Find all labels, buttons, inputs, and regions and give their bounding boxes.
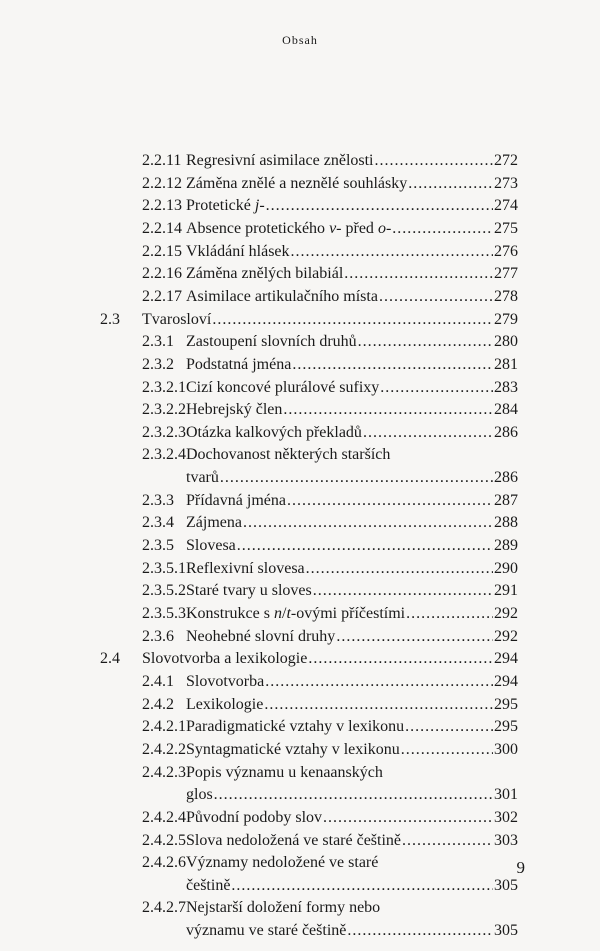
toc-entry-number: 2.4.1 <box>142 672 174 690</box>
toc-entry-title: Lexikologie <box>186 695 264 713</box>
toc-entry[interactable] <box>0 331 600 353</box>
toc-entry-title: Podstatná jména <box>186 355 292 373</box>
toc-entry-title: glos <box>186 786 213 804</box>
toc-entry-page: 280 <box>494 333 518 351</box>
toc-entry[interactable] <box>0 535 600 557</box>
toc-entry[interactable] <box>0 762 600 784</box>
dot-leader <box>344 263 493 285</box>
toc-entry-page: 284 <box>494 401 518 419</box>
toc-entry-page: 300 <box>494 740 518 758</box>
dot-leader <box>306 558 493 580</box>
toc-entry-title: Nejstarší doložení formy nebo <box>186 899 381 917</box>
toc-entry-number: 2.3.2.1 <box>142 378 186 396</box>
toc-entry-number: 2.4 <box>100 650 120 668</box>
dot-leader <box>336 626 493 648</box>
toc-entry-page: 305 <box>494 922 518 940</box>
toc-entry-title: Původní podoby slov <box>186 808 323 826</box>
dot-leader <box>405 716 493 738</box>
toc-entry[interactable] <box>0 377 600 399</box>
toc-entry-page: 295 <box>494 718 518 736</box>
toc-entry-title: Popis významu u kenaanských <box>186 763 383 781</box>
toc-entry-title: Reflexivní slovesa <box>186 559 305 577</box>
toc-entry-title: Syntagmatické vztahy v lexikonu <box>186 740 400 758</box>
toc-entry-number: 2.3.1 <box>142 333 174 351</box>
toc-entry-page: 295 <box>494 695 518 713</box>
dot-leader <box>212 309 493 331</box>
toc-entry-page: 279 <box>494 310 518 328</box>
toc-entry-number: 2.3.5 <box>142 537 174 555</box>
toc-entry-page: 291 <box>494 582 518 600</box>
dot-leader <box>265 671 493 693</box>
toc-entry-number: 2.3.2 <box>142 355 174 373</box>
toc-entry-number: 2.3.6 <box>142 627 174 645</box>
toc-entry-title: Významy nedoložené ve staré <box>186 854 379 872</box>
dot-leader <box>264 694 493 716</box>
toc-entry-page: 301 <box>494 786 518 804</box>
toc-entry-number: 2.3.4 <box>142 514 174 532</box>
toc-entry-page: 292 <box>494 605 518 622</box>
dot-leader <box>380 377 493 399</box>
toc-entry[interactable] <box>0 920 600 942</box>
toc-entry-page: 273 <box>494 174 518 192</box>
toc-entry-number: 2.3.3 <box>142 491 174 509</box>
toc-entry[interactable] <box>0 309 600 331</box>
toc-entry-title: Slova nedoložená ve staré češtině <box>186 831 402 849</box>
dot-leader <box>406 603 493 625</box>
toc-entry-title: Neohebné slovní druhy <box>186 627 336 645</box>
dot-leader <box>214 784 493 806</box>
toc-entry[interactable] <box>0 830 600 852</box>
toc-entry-page: 302 <box>494 808 518 826</box>
toc-entry[interactable] <box>0 399 600 421</box>
toc-entry-page: 292 <box>494 627 518 645</box>
toc-entry-title: Asimilace artikulačního místa <box>186 287 378 305</box>
toc-entry[interactable] <box>0 422 600 444</box>
dot-leader <box>266 195 493 217</box>
toc-entry-number: 2.4.2.2 <box>142 740 186 758</box>
toc-entry-title: tvarů <box>186 469 219 487</box>
toc-entry[interactable] <box>0 807 600 829</box>
toc-entry[interactable] <box>0 558 600 580</box>
toc-entry[interactable] <box>0 241 600 263</box>
dot-leader <box>237 535 493 557</box>
dot-leader <box>231 875 493 897</box>
dot-leader <box>379 286 493 308</box>
toc-entry-page: 276 <box>494 242 518 260</box>
dot-leader <box>283 399 493 421</box>
toc-entry-page: 278 <box>494 287 518 305</box>
toc-entry[interactable] <box>0 603 600 625</box>
toc-entry[interactable] <box>0 195 600 217</box>
toc-entry-page: 290 <box>494 559 518 577</box>
toc-entry[interactable] <box>0 173 600 195</box>
toc-entry-page: 272 <box>494 152 518 169</box>
toc-entry-title: Protetické j- <box>186 197 265 215</box>
toc-entry-page: 286 <box>494 423 518 441</box>
toc-entry-number: 2.3.5.3 <box>142 605 186 622</box>
toc-entry-title: Přídavná jména <box>186 491 286 509</box>
toc-entry-title: Slovotvorba a lexikologie <box>142 650 308 668</box>
toc-entry[interactable] <box>0 580 600 602</box>
toc-entry-number: 2.4.2 <box>142 695 174 713</box>
toc-entry-title: Paradigmatické vztahy v lexikonu <box>186 718 405 736</box>
toc-entry[interactable] <box>0 286 600 308</box>
toc-entry[interactable] <box>0 648 600 670</box>
toc-entry-title: Otázka kalkových překladů <box>186 423 362 441</box>
toc-entry-number: 2.3.2.2 <box>142 401 186 419</box>
running-header: Obsah <box>282 33 318 47</box>
toc-entry-number: 2.3 <box>100 310 120 328</box>
toc-entry-number: 2.3.5.2 <box>142 582 186 600</box>
toc-entry-title: Absence protetického v- před o- <box>186 219 392 237</box>
toc-entry[interactable] <box>0 263 600 285</box>
toc-entry-page: 275 <box>494 219 518 237</box>
dot-leader <box>287 490 493 512</box>
toc-entry-number: 2.2.11 <box>142 152 182 169</box>
dot-leader <box>323 807 493 829</box>
dot-leader <box>243 512 493 534</box>
toc-entry-page: 303 <box>494 831 518 849</box>
toc-entry[interactable] <box>0 897 600 919</box>
dot-leader <box>358 331 493 353</box>
toc-entry-page: 294 <box>494 672 518 690</box>
dot-leader <box>313 580 493 602</box>
toc-entry-page: 283 <box>494 378 518 396</box>
dot-leader <box>408 173 493 195</box>
toc-entry-page: 277 <box>494 265 518 283</box>
toc-entry-title: Záměna znělých bilabiál <box>186 265 344 283</box>
toc-entry-number: 2.4.2.6 <box>142 854 186 872</box>
toc-entry-number: 2.3.2.3 <box>142 423 186 441</box>
toc-entry-number: 2.4.2.4 <box>142 808 186 826</box>
toc-entry-title: významu ve staré češtině <box>186 922 347 940</box>
toc-entry[interactable] <box>0 694 600 716</box>
toc-entry-title: Záměna znělé a neznělé souhlásky <box>186 174 408 192</box>
toc-entry-title: Tvarosloví <box>142 310 212 328</box>
dot-leader <box>392 218 493 240</box>
toc-entry[interactable] <box>0 512 600 534</box>
toc-entry[interactable] <box>0 739 600 761</box>
toc-entry-number: 2.2.17 <box>142 287 182 305</box>
toc-entry-number: 2.2.12 <box>142 174 182 192</box>
toc-entry-title: Staré tvary u sloves <box>186 582 312 600</box>
toc-entry-title: Konstrukce s n/t-ovými příčestími <box>186 605 406 622</box>
toc-entry[interactable] <box>0 218 600 240</box>
toc-entry-title: Slovesa <box>186 537 236 555</box>
toc-entry[interactable] <box>0 150 600 172</box>
page-number: 9 <box>516 858 525 877</box>
toc-entry[interactable] <box>0 671 600 693</box>
toc-entry-title: Dochovanost některých starších <box>186 446 391 464</box>
toc-entry-number: 2.2.14 <box>142 219 182 237</box>
dot-leader <box>292 354 493 376</box>
toc-entry-page: 289 <box>494 537 518 555</box>
toc-entry-number: 2.2.16 <box>142 265 182 283</box>
toc-entry[interactable] <box>0 490 600 512</box>
toc-entry-number: 2.4.2.5 <box>142 831 186 849</box>
toc-entry-title: Zájmena <box>186 514 242 532</box>
dot-leader <box>402 830 493 852</box>
dot-leader <box>363 422 493 444</box>
dot-leader <box>220 467 493 489</box>
dot-leader <box>347 920 493 942</box>
toc-entry-title: Hebrejský člen <box>186 401 283 419</box>
toc-entry-number: 2.4.2.1 <box>142 718 186 736</box>
toc-entry-title: Vkládání hlásek <box>186 242 290 260</box>
dot-leader <box>375 150 494 172</box>
toc-entry-number: 2.3.5.1 <box>142 559 186 577</box>
toc-entry-number: 2.4.2.7 <box>142 899 186 917</box>
dot-leader <box>291 241 493 263</box>
toc-entry-page: 287 <box>494 491 518 509</box>
toc-entry-page: 286 <box>494 469 518 487</box>
toc-entry-page: 274 <box>494 197 518 215</box>
toc-entry-page: 281 <box>494 355 518 373</box>
toc-entry[interactable] <box>0 354 600 376</box>
dot-leader <box>401 739 493 761</box>
toc-entry[interactable] <box>0 626 600 648</box>
toc-entry-number: 2.2.13 <box>142 197 182 215</box>
toc-entry-number: 2.2.15 <box>142 242 182 260</box>
toc-entry-number: 2.4.2.3 <box>142 763 186 781</box>
toc-entry[interactable] <box>0 716 600 738</box>
toc-entry-number: 2.3.2.4 <box>142 446 186 464</box>
toc-entry-title: češtině <box>186 876 231 894</box>
toc-entry-title: Zastoupení slovních druhů <box>186 333 357 351</box>
toc-entry[interactable] <box>0 444 600 466</box>
toc-entry-title: Cizí koncové plurálové sufixy <box>186 378 380 396</box>
toc-entry-title: Regresivní asimilace znělosti <box>186 152 374 169</box>
toc-entry-page: 305 <box>494 876 518 894</box>
toc-entry-page: 294 <box>494 650 518 668</box>
toc-entry[interactable] <box>0 467 600 489</box>
dot-leader <box>308 648 493 670</box>
toc-entry[interactable] <box>0 784 600 806</box>
toc-entry[interactable] <box>0 875 600 897</box>
toc-entry-page: 288 <box>494 514 518 532</box>
toc-entry-title: Slovotvorba <box>186 672 265 690</box>
